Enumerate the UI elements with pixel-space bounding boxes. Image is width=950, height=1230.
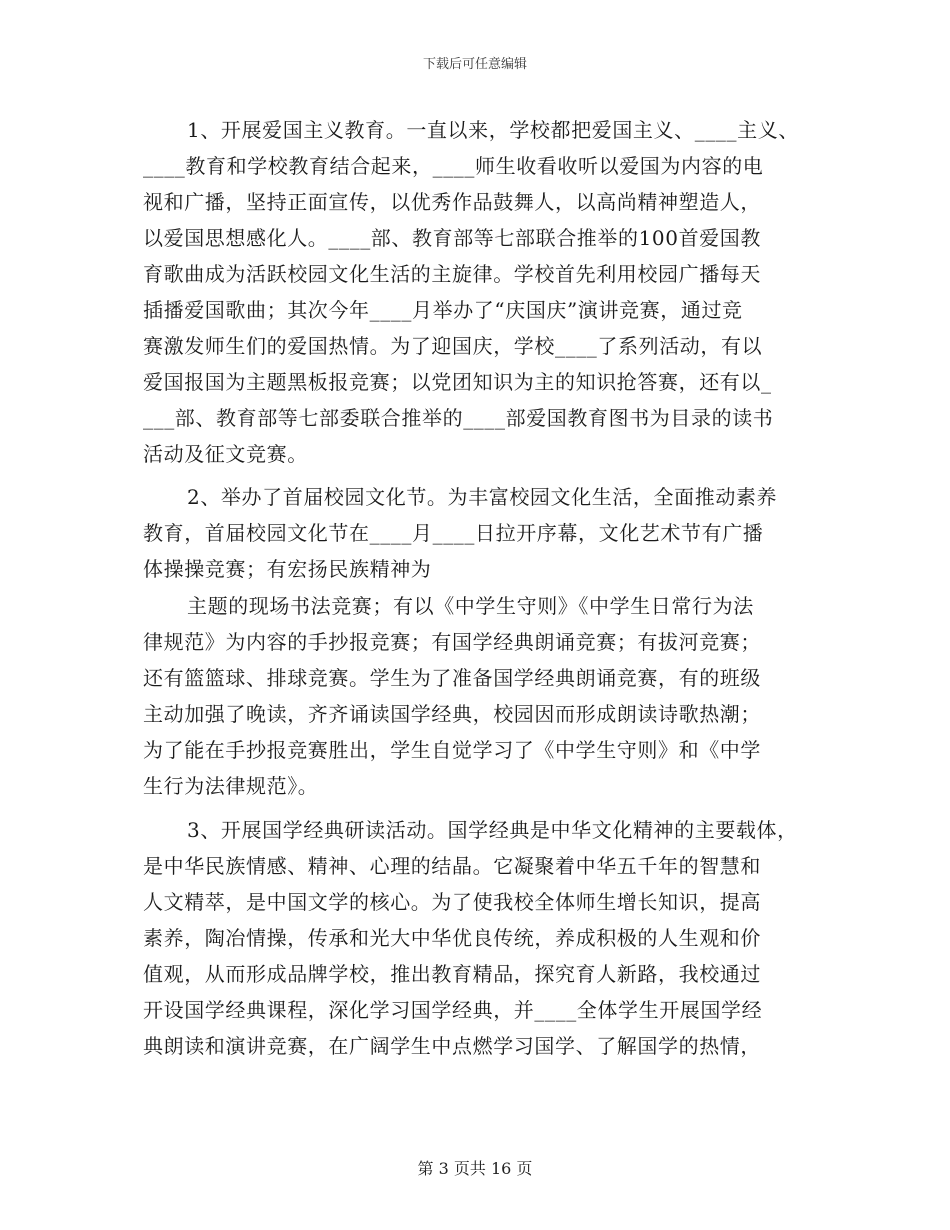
text-line: 典朗读和演讲竞赛，在广阔学生中点燃学习国学、了解国学的热情， <box>143 1034 761 1058</box>
text-line: 视和广播，坚持正面宣传，以优秀作品鼓舞人，以高尚精神塑造人， <box>143 190 761 214</box>
text-line: 1、开展爱国主义教育。一直以来，学校都把爱国主义、____主义、 <box>187 118 799 142</box>
text-line: 教育，首届校园文化节在____月____日拉开序幕，文化艺术节有广播 <box>143 521 764 545</box>
text-line: 生行为法律规范》。 <box>143 774 319 798</box>
text-line: 值观，从而形成品牌学校，推出教育精品，探究育人新路，我校通过 <box>143 962 761 986</box>
text-line: 体操操竞赛；有宏扬民族精神为 <box>143 557 432 581</box>
text-line: 活动及征文竞赛。 <box>143 442 308 466</box>
text-line: 以爱国思想感化人。____部、教育部等七部联合推举的100首爱国教 <box>143 226 761 250</box>
text-line: 育歌曲成为活跃校园文化生活的主旋律。学校首先利用校园广播每天 <box>143 262 761 286</box>
text-line: ___部、教育部等七部委联合推举的____部爱国教育图书为目录的读书 <box>143 406 774 430</box>
text-line: 3、开展国学经典研读活动。国学经典是中华文化精神的主要载体， <box>187 818 798 842</box>
text-line: 开设国学经典课程，深化学习国学经典，并____全体学生开展国学经 <box>143 998 763 1022</box>
page-footer: 第 3 页共 16 页 <box>417 1159 533 1178</box>
text-line: 爱国报国为主题黑板报竞赛；以党团知识为主的知识抢答赛，还有以_ <box>143 370 772 394</box>
text-line: 赛激发师生们的爱国热情。为了迎国庆，学校____了系列活动，有以 <box>143 334 763 358</box>
text-line: 为了能在手抄报竞赛胜出，学生自觉学习了《中学生守则》和《中学 <box>143 738 761 762</box>
text-line: 律规范》为内容的手抄报竞赛；有国学经典朗诵竞赛；有拔河竞赛； <box>143 630 761 654</box>
text-line: 还有篮篮球、排球竞赛。学生为了准备国学经典朗诵竞赛，有的班级 <box>143 666 761 690</box>
text-line: 人文精萃，是中国文学的核心。为了使我校全体师生增长知识，提高 <box>143 890 761 914</box>
text-line: 主动加强了晚读，齐齐诵读国学经典，校园因而形成朗读诗歌热潮； <box>143 702 761 726</box>
text-line: 素养，陶冶情操，传承和光大中华优良传统，养成积极的人生观和价 <box>143 926 761 950</box>
text-line: 主题的现场书法竞赛；有以《中学生守则》《中学生日常行为法 <box>187 594 754 618</box>
page-header: 下载后可任意编辑 <box>422 57 527 72</box>
text-line: 插播爱国歌曲；其次今年____月举办了“庆国庆”演讲竞赛，通过竞 <box>143 298 743 322</box>
text-line: 是中华民族情感、精神、心理的结晶。它凝聚着中华五千年的智慧和 <box>143 854 761 878</box>
text-line: ____教育和学校教育结合起来，____师生收看收听以爱国为内容的电 <box>143 154 764 178</box>
text-line: 2、举办了首届校园文化节。为丰富校园文化生活，全面推动素养 <box>187 485 778 509</box>
